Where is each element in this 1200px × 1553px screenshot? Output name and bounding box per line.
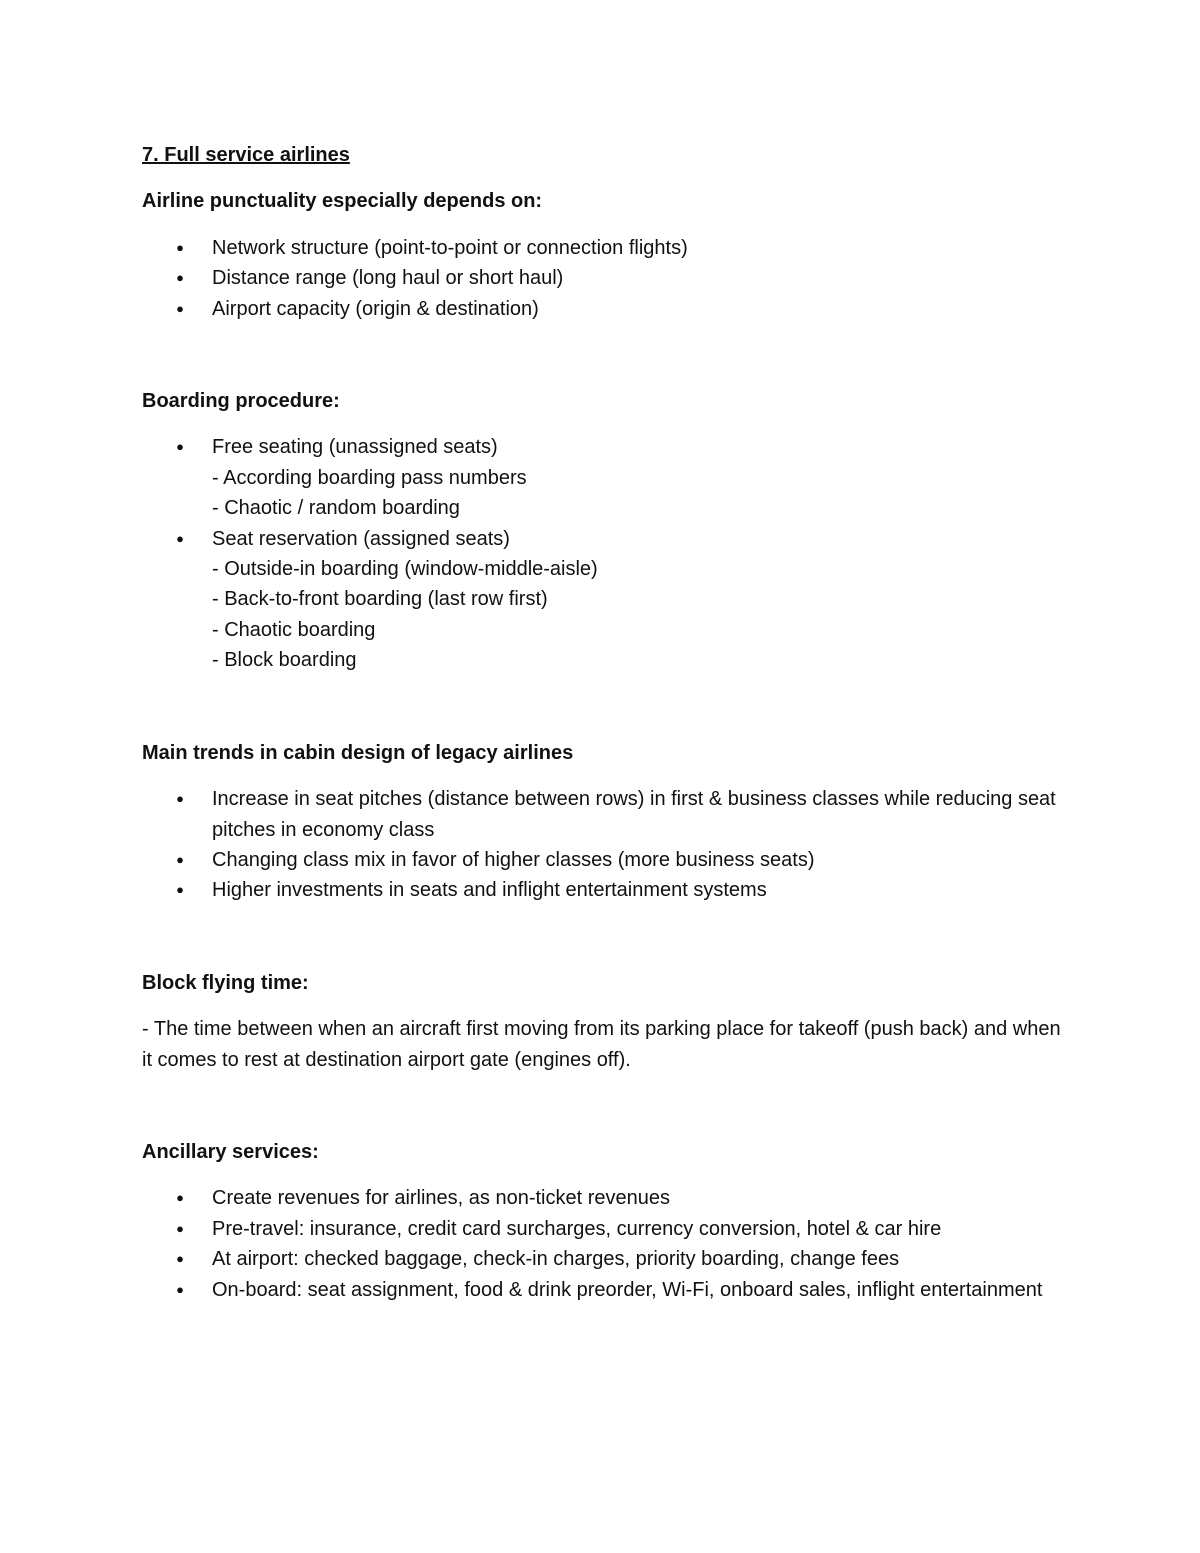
list-item — [142, 1275, 1062, 1305]
cabin-list — [142, 784, 1062, 906]
list-item — [142, 294, 1062, 324]
ancillary-list — [142, 1183, 1062, 1305]
boarding-list — [142, 432, 1062, 675]
bullet-icon: ● — [176, 300, 184, 316]
punctuality-list — [142, 233, 1062, 324]
punctuality-heading: Airline punctuality especially depends on: — [142, 190, 543, 213]
bullet-icon: ● — [176, 270, 184, 286]
list-item-text: Distance range (long haul or short haul) — [212, 267, 564, 290]
sub-item-text: - Chaotic / random boarding — [212, 497, 460, 520]
page-title: 7. Full service airlines — [142, 144, 350, 166]
list-item-text: Airport capacity (origin & destination) — [212, 297, 539, 320]
sub-item-text: - Chaotic boarding — [212, 618, 376, 641]
list-item-text: Seat reservation (assigned seats) — [212, 527, 510, 550]
ancillary-heading: Ancillary services: — [142, 1140, 319, 1163]
bullet-icon: ● — [176, 530, 184, 546]
sub-item-text: - Back-to-front boarding (last row first) — [212, 588, 548, 611]
list-item-text: At airport: checked baggage, check-in charges, priority boarding, change fees — [212, 1248, 900, 1271]
bullet-icon: ● — [176, 1190, 184, 1206]
list-item — [142, 1244, 1062, 1274]
list-item-text: Higher investments in seats and inflight entertainment systems — [212, 879, 767, 902]
list-item-text: Pre-travel: insurance, credit card surcharges, currency conversion, hotel & car hire — [212, 1217, 942, 1240]
sub-item-text: - According boarding pass numbers — [212, 466, 527, 489]
list-item — [142, 875, 1062, 905]
bullet-icon: ● — [176, 1281, 184, 1297]
bullet-icon: ● — [176, 1220, 184, 1236]
sub-item-text: - Outside-in boarding (window-middle-aisle) — [212, 558, 598, 581]
list-item-text: On-board: seat assignment, food & drink preorder, Wi-Fi, onboard sales, inflight entertainment — [212, 1278, 1043, 1301]
bullet-icon: ● — [176, 239, 184, 255]
list-item — [142, 524, 1062, 676]
bullet-icon: ● — [176, 882, 184, 898]
bullet-icon: ● — [176, 439, 184, 455]
list-item-text: Network structure (point-to-point or connection flights) — [212, 236, 688, 259]
bullet-icon: ● — [176, 1251, 184, 1267]
list-item — [142, 784, 1062, 845]
list-item — [142, 432, 1062, 523]
list-item — [142, 845, 1062, 875]
boarding-heading: Boarding procedure: — [142, 390, 340, 413]
list-item — [142, 263, 1062, 293]
bullet-icon: ● — [176, 851, 184, 867]
list-item — [142, 1183, 1062, 1213]
document-page — [142, 140, 1062, 1305]
list-item-text: Increase in seat pitches (distance between rows) in first & business classes while reducing seat pitches in economy class — [212, 788, 1056, 841]
block-time-text: - The time between when an aircraft first moving from its parking place for takeoff (push back) and when it comes to rest at destination airport gate (engines off). — [142, 1018, 1061, 1071]
list-item-text: Free seating (unassigned seats) — [212, 436, 498, 459]
bullet-icon: ● — [176, 791, 184, 807]
block-time-heading: Block flying time: — [142, 971, 309, 994]
list-item-text: Create revenues for airlines, as non-ticket revenues — [212, 1187, 671, 1210]
cabin-heading: Main trends in cabin design of legacy airlines — [142, 741, 574, 764]
sub-item-text: - Block boarding — [212, 649, 357, 672]
list-item — [142, 233, 1062, 263]
list-item — [142, 1214, 1062, 1244]
list-item-text: Changing class mix in favor of higher classes (more business seats) — [212, 848, 815, 871]
